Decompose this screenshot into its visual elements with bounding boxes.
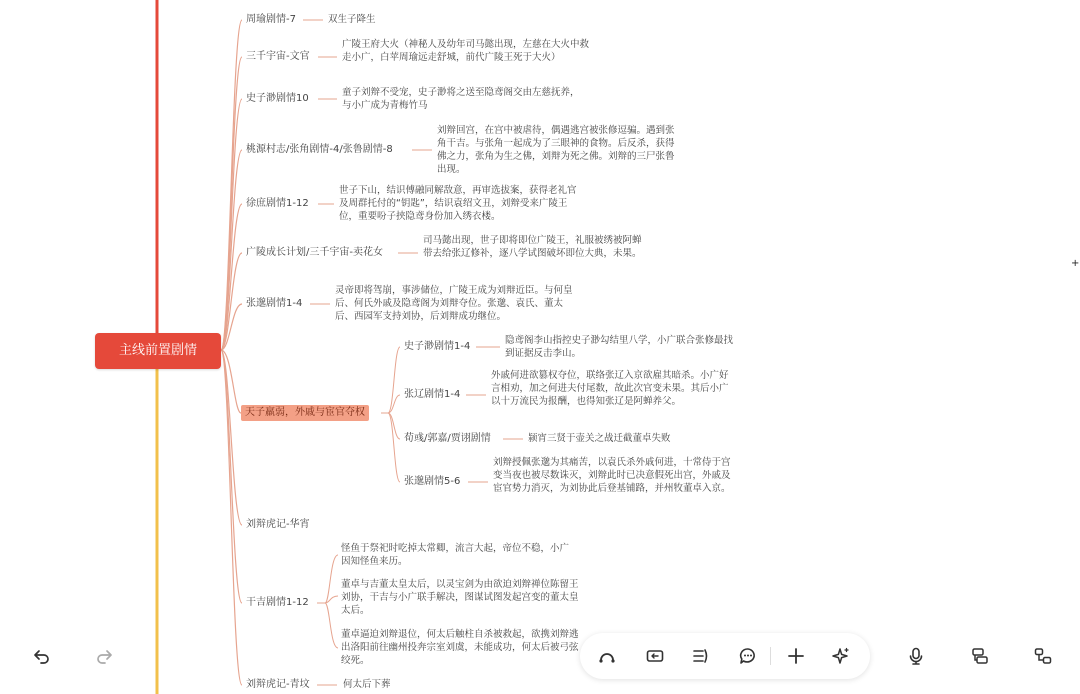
lasso-icon[interactable] [595, 644, 619, 668]
branch-desc[interactable]: 怪鱼于祭祀时吃掉太常卿，流言大起，帝位不稳，小广因知怪鱼来历。 [341, 543, 570, 567]
root-node[interactable]: 主线前置剧情 [95, 333, 221, 369]
text-format-icon[interactable] [689, 644, 713, 668]
child-label[interactable]: 张辽剧情1-4 [404, 389, 461, 400]
crosshair-plus-icon: + [1071, 258, 1080, 269]
branch-desc[interactable]: 董卓逼迫刘辩退位，何太后触柱自杀被救起，欲携刘辩逃出洛阳前往幽州投奔宗室刘虞，未能成功，何太后被弓弦绞死。 [341, 629, 579, 666]
child-desc[interactable]: 隐鸢阁李山指控史子渺勾结里八学，小广联合张修最找到证据反击李山。 [505, 335, 734, 359]
sticker-icon[interactable] [643, 644, 667, 668]
child-label[interactable]: 张邈剧情5-6 [404, 476, 461, 487]
highlighted-branch[interactable]: 天子羸弱，外戚与宦官夺权 [241, 405, 369, 421]
branch-label[interactable]: 史子渺剧情10 [246, 93, 309, 104]
redo-icon[interactable] [92, 644, 116, 668]
root-connectors [221, 20, 242, 685]
connector-icon[interactable] [1031, 644, 1055, 668]
branch-label[interactable]: 干吉剧情1-12 [246, 597, 309, 608]
pages-icon[interactable] [968, 644, 992, 668]
branch-label[interactable]: 刘辩虎记-青坟 [246, 679, 310, 690]
branch-desc[interactable]: 董卓与吉董太皇太后，以灵宝剑为由欲迫刘辩禅位陈留王刘协，干吉与小广联手解决，图谋试图发起宫变的董太皇太后。 [341, 579, 579, 616]
branch-desc[interactable]: 世子下山，结识傅融同解敌意，再审选拔案，获得老礼官及周群托付的“钥匙”，结识袁绍文丑，刘辩受来广陵王位，重要吩子挟隐鸢身份加入绣衣楼。 [339, 185, 577, 222]
branch-desc[interactable]: 刘辩回宫，在宫中被虐待，偶遇逃宫被张修逗骗。遇到张角干吉。与张角一起成为了三眼神的食物。后反杀，获得佛之力，张角为生之佛，刘辩为死之佛。刘辩的三尸张鲁出现。 [437, 125, 675, 175]
branch-desc[interactable]: 广陵王府大火（神秘人及幼年司马懿出现，左慈在大火中救走小广，白苹周瑜远走舒城，前代广陵王死于大火） [342, 39, 590, 63]
comment-icon[interactable] [736, 644, 760, 668]
branch-label[interactable]: 三千宇宙-文官 [246, 51, 310, 62]
branch-label[interactable]: 广陵成长计划/三千宇宙-卖花女 [246, 247, 383, 258]
child-desc[interactable]: 颍宵三贤于壶关之战迁截董卓失败 [528, 433, 671, 444]
branch-label[interactable]: 周瑜剧情-7 [246, 14, 296, 25]
branch-label[interactable]: 张邈剧情1-4 [246, 298, 303, 309]
branch-desc[interactable]: 双生子降生 [328, 14, 376, 25]
branch-label[interactable]: 徐庶剧情1-12 [246, 198, 309, 209]
branch-label[interactable]: 刘辩虎记-华宵 [246, 519, 310, 530]
branch-desc[interactable]: 司马懿出现，世子即将即位广陵王，礼服被绣被阿蝉带去给张辽修补，逐八学试图破坏即位大典，未果。 [423, 235, 642, 259]
toolbar-divider [770, 647, 771, 665]
child-label[interactable]: 史子渺剧情1-4 [404, 341, 471, 352]
child-desc[interactable]: 刘辩授佩张邈为其痛苦，以袁氏杀外戚何进，十常侍于宫变当夜也被尽数诛灭，刘辩此时已决意假死出宫，外戚及宦官势力消灭，为刘协此后登基铺路，并州牧董卓入京。 [493, 457, 731, 494]
branch-desc[interactable]: 何太后下葬 [343, 679, 391, 690]
child-label[interactable]: 荀彧/郭嘉/贾诩剧情 [404, 433, 491, 444]
bottom-toolbar [580, 633, 870, 679]
undo-icon[interactable] [30, 644, 54, 668]
ai-sparkle-icon[interactable] [829, 644, 853, 668]
child-desc[interactable]: 外戚何进欲篡权夺位，联络张辽入京欲雇其暗杀。小广好言相劝，加之何进夫付尾数，故此次官变未果。其后小广以十万流民为报酬，也得知张辽是阿蝉养父。 [491, 370, 729, 407]
branch-desc[interactable]: 灵帝即将驾崩，事涉储位，广陵王成为刘辩近臣。与何皇后、何氏外戚及隐鸢阁为刘辩夺位。张邈、袁氏、董太后、西园军支持刘协，后刘辩成功继位。 [335, 285, 573, 322]
add-icon[interactable] [784, 644, 808, 668]
branch-label[interactable]: 桃源村志/张角剧情-4/张鲁剧情-8 [246, 144, 393, 155]
branch-desc[interactable]: 童子刘辩不受宠，史子渺将之送至隐鸢阁交由左慈抚养，与小广成为青梅竹马 [342, 87, 580, 111]
microphone-icon[interactable] [904, 644, 928, 668]
